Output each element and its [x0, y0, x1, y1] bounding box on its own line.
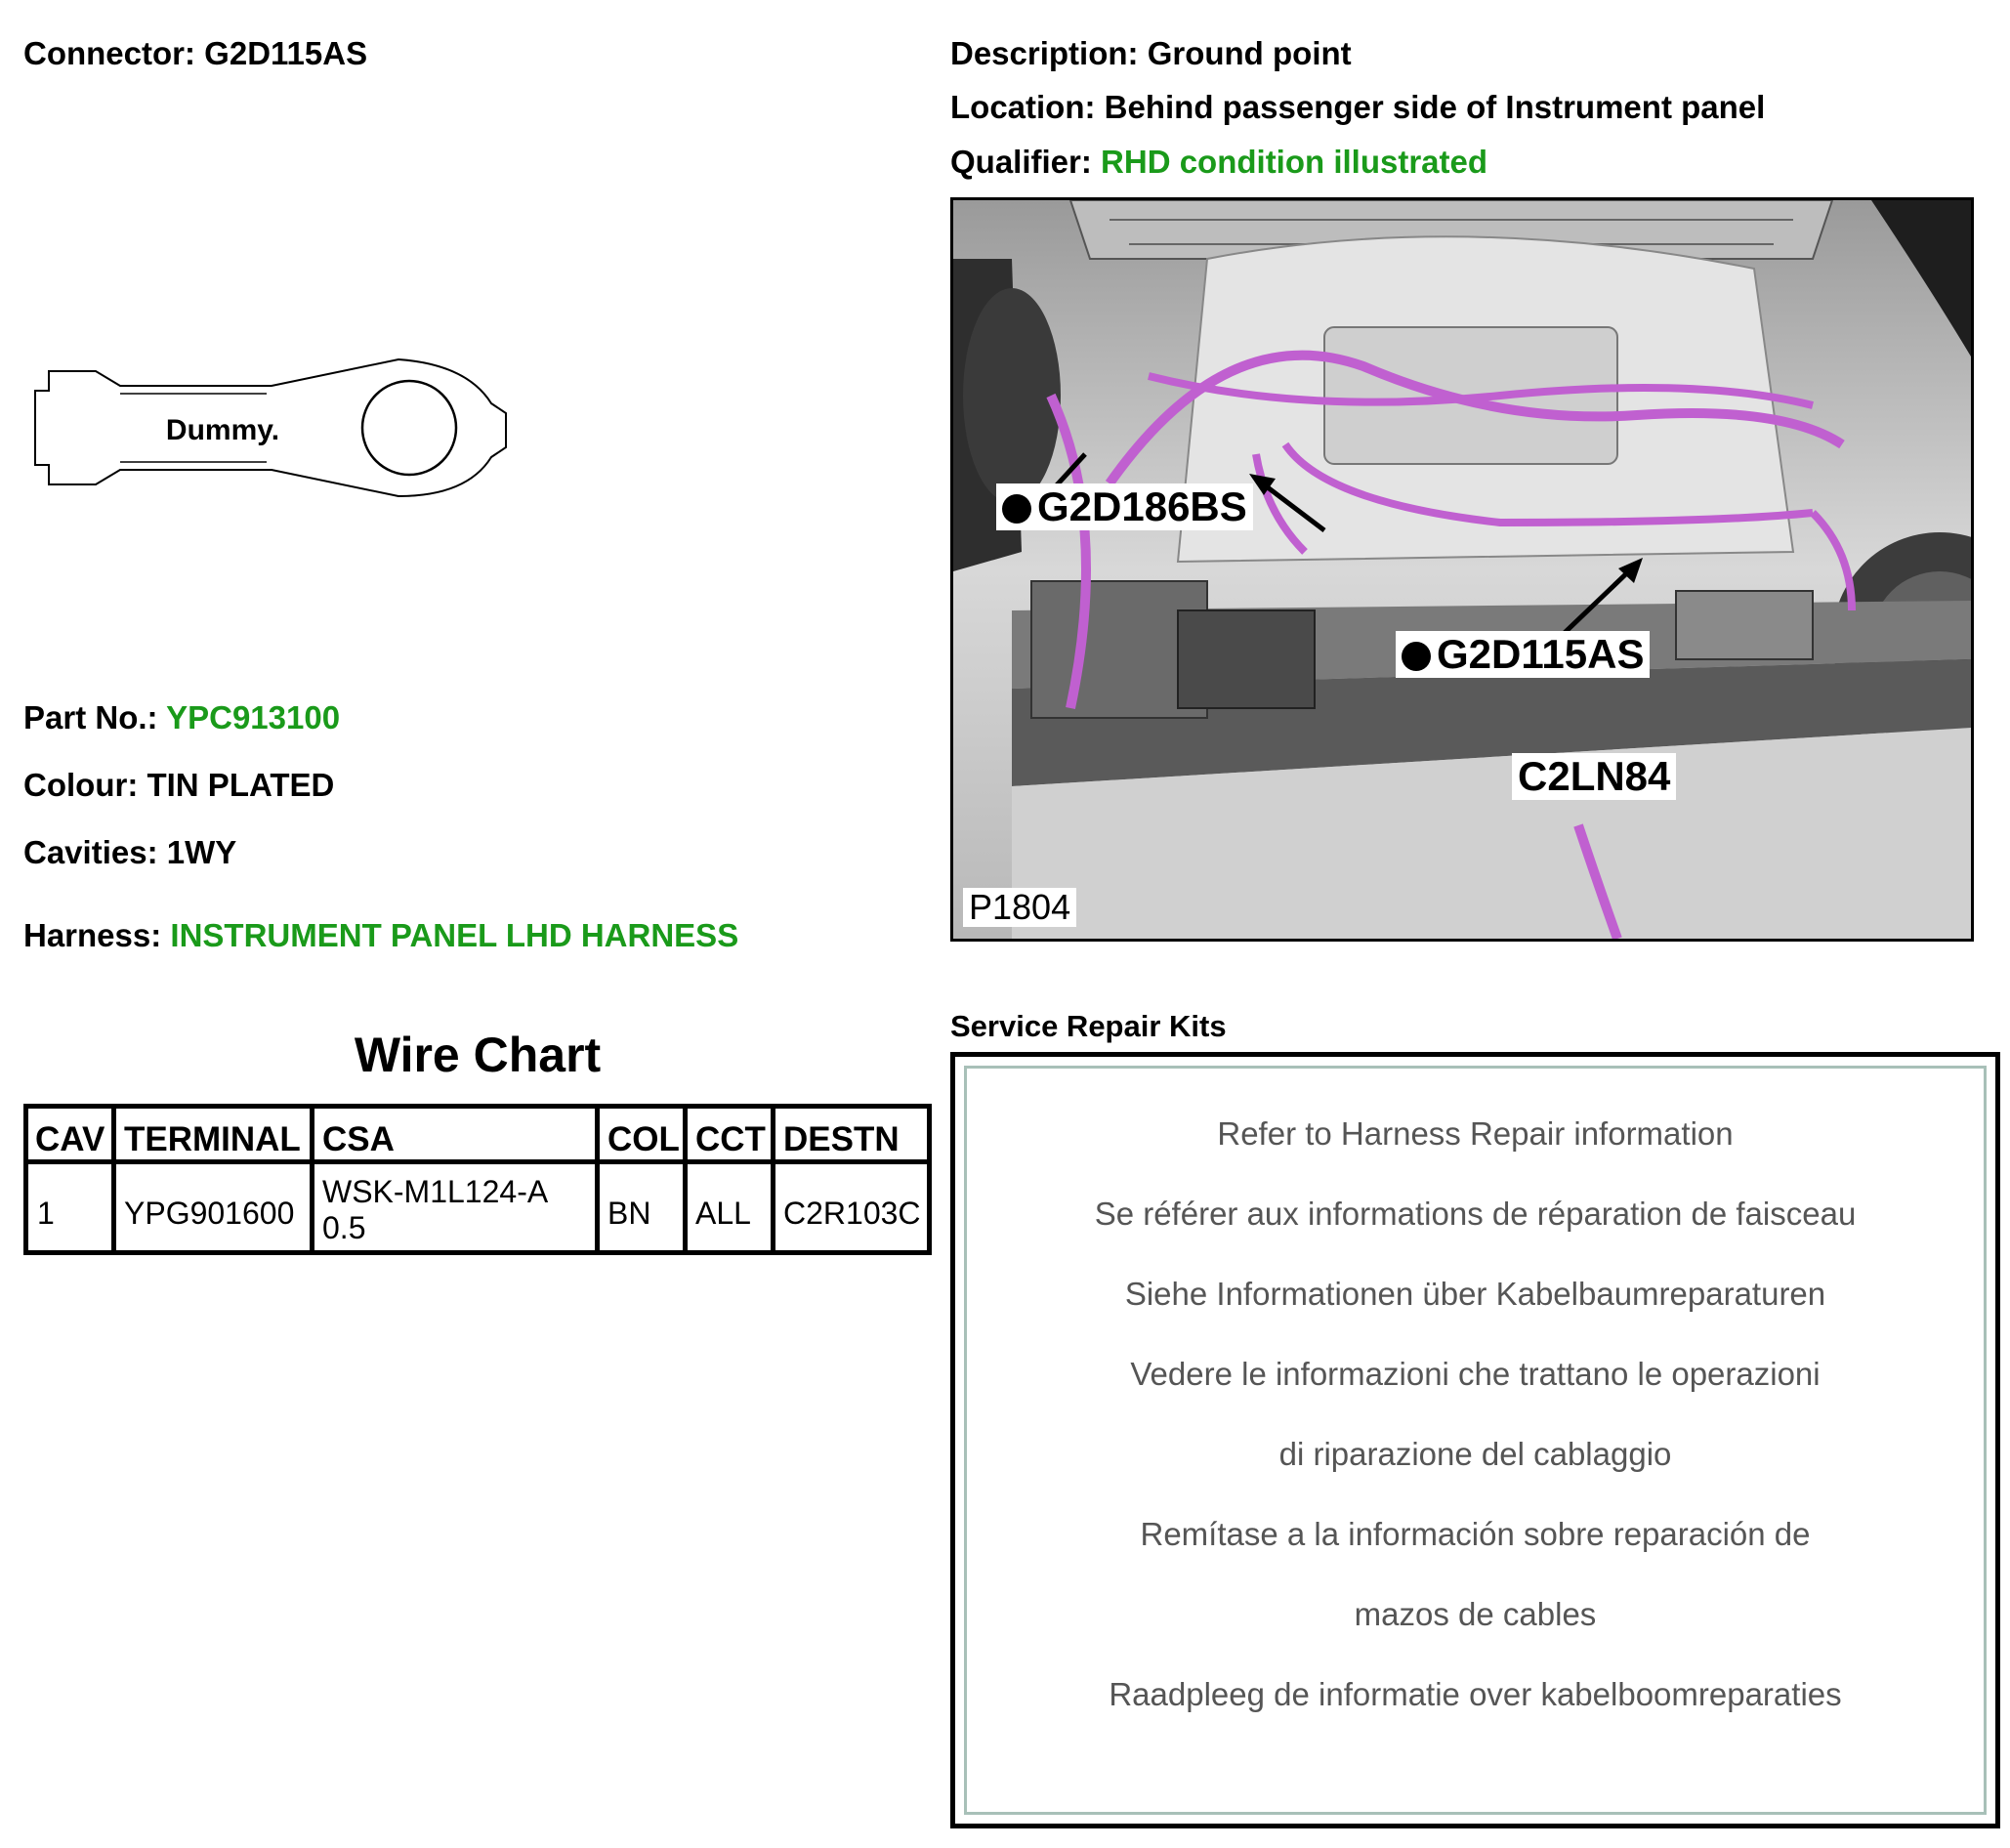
location-label: Location:: [950, 89, 1096, 125]
header-cav: CAV: [35, 1120, 105, 1158]
cavities-value: 1WY: [166, 834, 237, 870]
callout-g2d115as: G2D115AS: [1396, 631, 1650, 678]
kit-line: Raadpleeg de informatie over kabelboomreparaties: [1109, 1676, 1842, 1712]
connector-label: Connector:: [23, 35, 195, 71]
cavities-field: [23, 836, 236, 868]
cavities-label: Cavities:: [23, 834, 158, 870]
qualifier-field: [950, 146, 1487, 178]
location-value: Behind passenger side of Instrument panel: [1104, 89, 1766, 125]
wire-chart-title: Wire Chart: [354, 1028, 602, 1082]
kit-line: mazos de cables: [1354, 1596, 1597, 1632]
connector-field: [23, 37, 367, 69]
ground-dot-icon: [1002, 494, 1031, 524]
cell-csa-line1: WSK-M1L124-A: [322, 1174, 549, 1209]
cell-csa-line2: 0.5: [322, 1210, 366, 1245]
description-label: Description:: [950, 35, 1139, 71]
colour-label: Colour:: [23, 767, 139, 803]
header-cct: CCT: [695, 1120, 766, 1158]
part-no-value: YPC913100: [166, 699, 341, 735]
qualifier-value: RHD condition illustrated: [1101, 144, 1488, 180]
service-repair-kits-title: Service Repair Kits: [950, 1009, 1227, 1043]
kit-line: Refer to Harness Repair information: [1217, 1115, 1734, 1152]
connector-value: G2D115AS: [204, 35, 368, 71]
ground-dot-icon: [1402, 642, 1431, 671]
description-value: Ground point: [1147, 35, 1352, 71]
harness-value: INSTRUMENT PANEL LHD HARNESS: [170, 917, 739, 953]
location-field: [950, 91, 1765, 123]
header-terminal: TERMINAL: [124, 1120, 301, 1158]
harness-label: Harness:: [23, 917, 162, 953]
kit-line: Se référer aux informations de réparation de faisceau: [1094, 1196, 1857, 1232]
kit-line: di riparazione del cablaggio: [1278, 1436, 1672, 1472]
picture-reference: P1804: [963, 888, 1076, 927]
colour-field: [23, 769, 334, 801]
colour-value: TIN PLATED: [147, 767, 335, 803]
cell-destn: C2R103C: [783, 1196, 921, 1231]
service-repair-kits-box: [950, 1052, 2000, 1828]
cell-cct: ALL: [695, 1196, 751, 1231]
harness-field: [23, 919, 738, 951]
header-csa: CSA: [322, 1120, 395, 1158]
column-divider: [111, 1109, 116, 1250]
kit-line: Siehe Informationen über Kabelbaumreparaturen: [1124, 1276, 1826, 1312]
column-divider: [310, 1109, 314, 1250]
ring-terminal-drawing: [27, 350, 516, 506]
wire-chart-table: [23, 1104, 932, 1255]
kit-line: Remítase a la información sobre reparación de: [1140, 1516, 1811, 1552]
part-no-field: [23, 701, 340, 734]
part-no-label: Part No.:: [23, 699, 158, 735]
location-illustration: [950, 197, 1974, 942]
header-col: COL: [607, 1120, 680, 1158]
description-field: [950, 37, 1352, 69]
column-divider: [683, 1109, 688, 1250]
qualifier-label: Qualifier:: [950, 144, 1092, 180]
kit-line: Vedere le informazioni che trattano le operazioni: [1130, 1356, 1821, 1392]
cell-terminal: YPG901600: [124, 1196, 295, 1231]
terminal-drawing-text: Dummy.: [165, 414, 280, 446]
column-divider: [771, 1109, 775, 1250]
column-divider: [595, 1109, 600, 1250]
header-destn: DESTN: [783, 1120, 900, 1158]
dashboard-illustration: [953, 200, 1971, 939]
service-repair-kits-inner: [964, 1066, 1987, 1815]
cell-col: BN: [607, 1196, 651, 1231]
table-header-divider: [28, 1159, 927, 1164]
cell-cav: 1: [37, 1196, 55, 1231]
callout-c2ln84: C2LN84: [1512, 753, 1676, 800]
callout-g2d186bs: G2D186BS: [996, 483, 1253, 530]
